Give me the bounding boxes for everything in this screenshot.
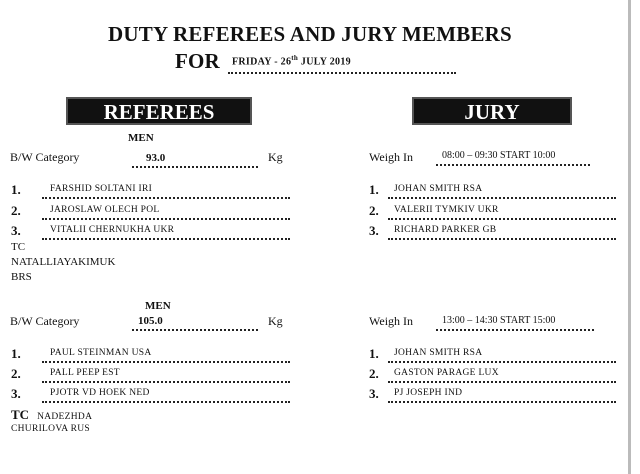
s2-jury-num-2: 2. <box>369 366 379 381</box>
s2-ref-line-1 <box>42 348 290 363</box>
s2-jury-num-1: 1. <box>369 346 379 361</box>
s2-jury-name-2: GASTON PARAGE LUX <box>394 368 499 378</box>
s2-jury-name-3: PJ JOSEPH IND <box>394 388 463 398</box>
s2-ref-name-1: PAUL STEINMAN USA <box>50 348 152 358</box>
session1-weighin-label: Weigh In <box>369 150 414 164</box>
s2-ref-line-2 <box>42 368 290 383</box>
session2-weighin-value: 13:00 – 14:30 START 15:00 <box>442 315 556 326</box>
s1-jury-name-3: RICHARD PARKER GB <box>394 225 497 235</box>
s1-tc-name: NATALLIAYAKIMUK <box>11 256 116 268</box>
s1-jury-line-1 <box>388 184 616 199</box>
s2-ref-num-1: 1. <box>11 346 21 361</box>
session1-bw-line <box>132 152 258 168</box>
s2-ref-num-3: 3. <box>11 386 21 401</box>
session2-weighin-line <box>436 315 594 331</box>
session2-bw-value: 105.0 <box>138 315 163 327</box>
s1-ref-name-3: VITALII CHERNUKHA UKR <box>50 225 175 235</box>
s1-jury-line-2 <box>388 205 616 220</box>
s1-ref-num-1: 1. <box>11 182 21 197</box>
referees-header: REFEREES <box>66 97 252 125</box>
s1-tc-label: TC <box>11 241 26 253</box>
session1-bw-value: 93.0 <box>146 152 166 164</box>
s2-tc-name: NADEZHDA <box>37 412 93 422</box>
s2-jury-line-2 <box>388 368 616 383</box>
date-sup: th <box>291 54 299 62</box>
s2-ref-num-2: 2. <box>11 366 21 381</box>
s2-tc-row <box>11 406 92 424</box>
s1-ref-line-3 <box>42 225 290 240</box>
session2-bw-label: B/W Category <box>10 314 80 328</box>
page-edge <box>628 0 631 474</box>
session2-gender: MEN <box>145 300 171 312</box>
s2-ref-line-3 <box>42 388 290 403</box>
s2-jury-name-1: JOHAN SMITH RSA <box>394 348 483 358</box>
session1-weighin-value: 08:00 – 09:30 START 10:00 <box>442 150 556 161</box>
s1-jury-num-3: 3. <box>369 223 379 238</box>
document-title: DUTY REFEREES AND JURY MEMBERS <box>108 22 512 46</box>
for-label: FOR <box>175 49 220 73</box>
s1-ref-num-2: 2. <box>11 203 21 218</box>
s2-jury-num-3: 3. <box>369 386 379 401</box>
s1-jury-line-3 <box>388 225 616 240</box>
date-rest: JULY 2019 <box>300 56 351 68</box>
s2-ref-name-3: PJOTR VD HOEK NED <box>50 388 150 398</box>
s1-jury-name-1: JOHAN SMITH RSA <box>394 184 483 194</box>
session2-kg: Kg <box>268 314 283 328</box>
session2-weighin-label: Weigh In <box>369 314 414 328</box>
session1-kg: Kg <box>268 150 283 164</box>
s1-ref-line-2 <box>42 205 290 220</box>
s2-jury-line-1 <box>388 348 616 363</box>
s1-jury-name-2: VALERII TYMKIV UKR <box>394 205 499 215</box>
s1-ref-name-2: JAROSLAW OLECH POL <box>50 205 160 215</box>
jury-header: JURY <box>412 97 572 125</box>
date-text <box>232 54 351 67</box>
date-line <box>228 52 456 74</box>
session1-weighin-line <box>436 150 590 166</box>
session1-bw-label: B/W Category <box>10 150 80 164</box>
s2-tc-name2: CHURILOVA RUS <box>11 424 90 434</box>
s1-ref-num-3: 3. <box>11 223 21 238</box>
date-day: FRIDAY <box>232 56 272 68</box>
s1-tc-country: BRS <box>11 271 32 283</box>
s1-jury-num-2: 2. <box>369 203 379 218</box>
s2-ref-name-2: PALL PEEP EST <box>50 368 120 378</box>
s1-ref-name-1: FARSHID SOLTANI IRI <box>50 184 153 194</box>
session1-gender: MEN <box>128 132 154 144</box>
s1-ref-line-1 <box>42 184 290 199</box>
date-sep: - 26 <box>274 56 292 68</box>
s2-tc-label: TC <box>11 407 30 422</box>
s2-jury-line-3 <box>388 388 616 403</box>
session2-bw-line <box>132 315 258 331</box>
s1-jury-num-1: 1. <box>369 182 379 197</box>
